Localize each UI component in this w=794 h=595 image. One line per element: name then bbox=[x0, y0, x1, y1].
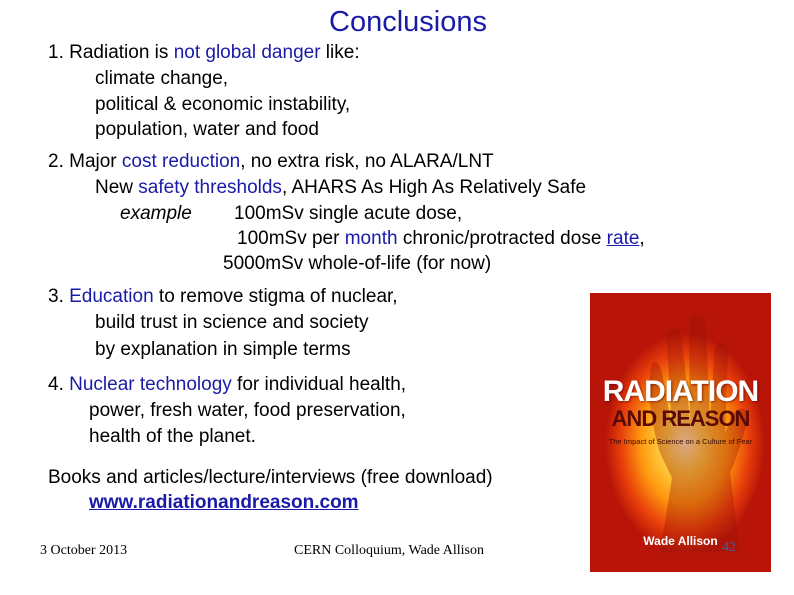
point-3-highlight: Education bbox=[69, 286, 154, 307]
point-2-line-2 bbox=[95, 175, 586, 201]
point-2-heading bbox=[48, 149, 494, 175]
example-2-month: month bbox=[344, 228, 398, 249]
footer-center: CERN Colloquium, Wade Allison bbox=[294, 543, 484, 558]
point-2-num: 2. Major bbox=[48, 151, 122, 172]
point-1-rest: like: bbox=[320, 42, 360, 63]
point-4-num: 4. bbox=[48, 374, 70, 395]
point-3-rest: to remove stigma of nuclear, bbox=[153, 286, 398, 307]
point-4-rest: for individual health, bbox=[231, 374, 407, 395]
example-2-a: 100mSv per bbox=[237, 228, 345, 249]
point-4-sub-2: health of the planet. bbox=[89, 426, 256, 447]
slide-number: 42 bbox=[722, 540, 736, 555]
point-2-line-2-a: New bbox=[95, 177, 139, 198]
book-title-line-2: AND REASON bbox=[611, 406, 750, 431]
point-2-rest: , no extra risk, no ALARA/LNT bbox=[240, 151, 494, 172]
example-2-rate: rate bbox=[606, 228, 640, 249]
slide-title: Conclusions bbox=[329, 6, 487, 38]
example-2-c: , bbox=[639, 228, 645, 249]
footer-date: 3 October 2013 bbox=[40, 543, 128, 558]
point-2-line-2-b: , AHARS As High As Relatively Safe bbox=[281, 177, 587, 198]
website-link[interactable]: www.radiationandreason.com bbox=[89, 492, 359, 513]
point-4-sub-1: power, fresh water, food preservation, bbox=[89, 400, 406, 421]
point-1-heading bbox=[48, 40, 360, 66]
books-text: Books and articles/lecture/interviews (free download) bbox=[48, 467, 493, 488]
point-3-num: 3. bbox=[48, 286, 70, 307]
book-author: Wade Allison bbox=[643, 534, 718, 548]
point-2-highlight: cost reduction bbox=[121, 151, 241, 172]
point-4-highlight: Nuclear technology bbox=[69, 374, 232, 395]
point-3-sub-2: by explanation in simple terms bbox=[95, 339, 351, 360]
point-1-highlight: not global danger bbox=[173, 42, 321, 63]
example-label: example bbox=[120, 203, 192, 224]
book-subtitle: The Impact of Science on a Culture of Fear bbox=[608, 437, 753, 446]
example-1: 100mSv single acute dose, bbox=[234, 203, 463, 224]
point-1-num: 1. Radiation is bbox=[48, 42, 174, 63]
point-3-sub-1: build trust in science and society bbox=[95, 312, 369, 333]
example-2-b: chronic/protracted dose bbox=[397, 228, 607, 249]
point-1-sub-3: population, water and food bbox=[95, 119, 319, 140]
point-1-sub-1: climate change, bbox=[95, 68, 229, 89]
point-3-heading bbox=[48, 284, 398, 310]
point-2-safety-thresholds: safety thresholds bbox=[138, 177, 282, 198]
example-2 bbox=[237, 226, 645, 252]
point-1-sub-2: political & economic instability, bbox=[95, 94, 351, 115]
example-3: 5000mSv whole-of-life (for now) bbox=[223, 253, 492, 274]
point-4-heading bbox=[48, 372, 406, 398]
book-cover-image bbox=[590, 293, 771, 572]
book-title-line-1: RADIATION bbox=[602, 375, 759, 408]
